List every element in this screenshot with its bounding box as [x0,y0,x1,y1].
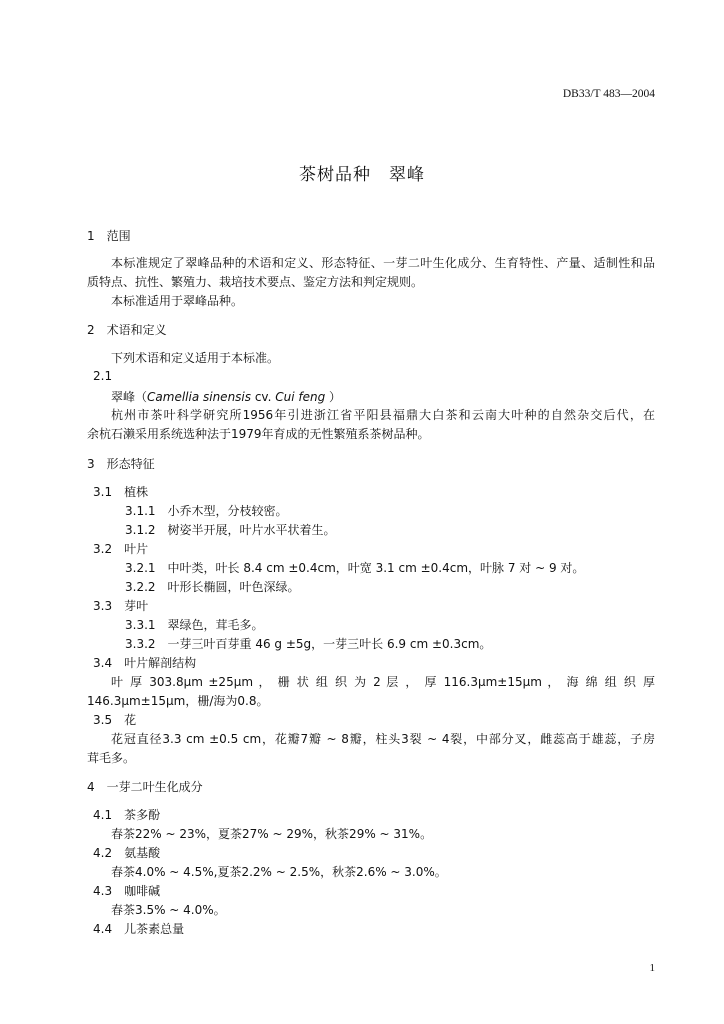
item-3-3-1: 3.3.1 翠绿色，茸毛多。 [125,618,264,632]
subsection-4-3-heading: 4.3 咖啡碱 [93,884,161,898]
anatomy-paragraph-line-1: 叶 厚 303.8μm ±25μm ， 栅 状 组 织 为 2 层 ， 厚 116.3μm±15μm ， 海 绵 组 织 厚 [111,675,655,689]
term-cultivar-mark: cv. [251,390,276,404]
section-3-heading: 3 形态特征 [87,457,155,471]
subsection-3-2-heading: 3.2 叶片 [93,542,149,556]
term-prefix: 翠峰（ [111,390,148,404]
page-title: 茶树品种 翠峰 [299,165,425,185]
flower-paragraph-line-2: 茸毛多。 [87,751,136,765]
item-3-1-2: 3.1.2 树姿半开展，叶片水平状着生。 [125,523,336,537]
subsection-3-3-heading: 3.3 芽叶 [93,599,149,613]
subsection-4-2-heading: 4.2 氨基酸 [93,846,161,860]
term-suffix: ） [325,390,342,404]
item-3-2-1: 3.2.1 中叶类，叶长 8.4 cm ±0.4cm，叶宽 3.1 cm ±0.4cm，叶脉 7 对 ~ 9 对。 [125,561,585,575]
scope-paragraph-line-1: 本标准规定了翠峰品种的术语和定义、形态特征、一芽二叶生化成分、生育特性、产量、适制性和品 [111,256,655,270]
subsection-3-5-heading: 3.5 花 [93,713,137,727]
term-entry [111,388,341,405]
section-2-heading: 2 术语和定义 [87,323,167,337]
section-1-heading: 1 范围 [87,229,131,243]
term-number: 2.1 [93,369,113,383]
term-cultivar-name: Cui feng [275,390,326,404]
term-latin-name: Camellia sinensis [147,390,252,404]
page-number: 1 [649,962,655,974]
caffeine-values: 春茶3.5% ~ 4.0%。 [111,903,226,917]
subsection-4-1-heading: 4.1 茶多酚 [93,808,161,822]
item-3-1-1: 3.1.1 小乔木型，分枝较密。 [125,504,288,518]
subsection-3-1-heading: 3.1 植株 [93,485,149,499]
scope-paragraph-line-2: 质特点、抗性、繁殖力、栽培技术要点、鉴定方法和判定规则。 [87,275,424,289]
scope-applicability: 本标准适用于翠峰品种。 [111,294,244,308]
subsection-4-4-heading: 4.4 儿茶素总量 [93,922,185,936]
item-3-3-2: 3.3.2 一芽三叶百芽重 46 g ±5g，一芽三叶长 6.9 cm ±0.3cm。 [125,637,492,651]
section-4-heading: 4 一芽二叶生化成分 [87,780,203,794]
term-definition-line-1: 杭州市茶叶科学研究所1956年引进浙江省平阳县福鼎大白茶和云南大叶种的自然杂交后代，在 [111,408,655,422]
tea-polyphenols-values: 春茶22% ~ 23%，夏茶27% ~ 29%，秋茶29% ~ 31%。 [111,827,433,841]
anatomy-paragraph-line-2: 146.3μm±15μm，栅/海为0.8。 [87,694,269,708]
subsection-3-4-heading: 3.4 叶片解剖结构 [93,656,197,670]
term-definition-line-2: 余杭石濑采用系统选种法于1979年育成的无性繁殖系茶树品种。 [87,427,430,441]
terms-intro: 下列术语和定义适用于本标准。 [111,351,280,365]
document-code: DB33/T 483—2004 [562,88,655,100]
item-3-2-2: 3.2.2 叶形长椭圆，叶色深绿。 [125,580,300,594]
amino-acids-values: 春茶4.0% ~ 4.5%,夏茶2.2% ~ 2.5%，秋茶2.6% ~ 3.0%。 [111,865,447,879]
flower-paragraph-line-1: 花冠直径3.3 cm ±0.5 cm，花瓣7瓣 ~ 8瓣，柱头3裂 ~ 4裂，中部分叉，雌蕊高于雄蕊，子房 [111,732,655,746]
